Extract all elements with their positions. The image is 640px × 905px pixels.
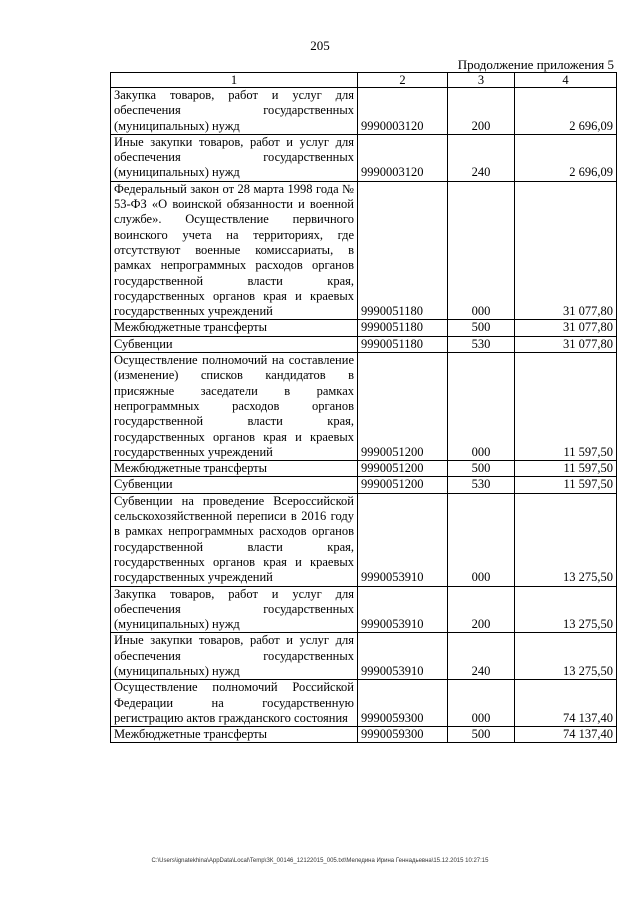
row-name-cell: Межбюджетные трансферты bbox=[111, 727, 358, 743]
row-amount-cell: 13 275,50 bbox=[515, 586, 617, 633]
table-row bbox=[111, 586, 617, 633]
row-amount-cell: 13 275,50 bbox=[515, 493, 617, 586]
row-name-cell: Осуществление полномочий на составление (изменение) списков кандидатов в присяжные заседатели в рамках непрограммных расходов органов государственной власти края, государственных органов края и краевых государственных учреждений bbox=[111, 353, 358, 461]
row-name-cell: Межбюджетные трансферты bbox=[111, 461, 358, 477]
row-code-cell: 9990051200 bbox=[358, 461, 448, 477]
row-amount-cell: 31 077,80 bbox=[515, 181, 617, 320]
row-name-cell: Федеральный закон от 28 марта 1998 года № 53-ФЗ «О воинской обязанности и военной службе». Осуществление первичного воинского учета на территориях, где отсутствуют военные комиссариаты, в рамках непрограммных расходов органов государственной власти края, государственных органов края и краевых государственных учреждений bbox=[111, 181, 358, 320]
table-row bbox=[111, 320, 617, 336]
row-code-cell: 9990053910 bbox=[358, 493, 448, 586]
row-type-cell: 530 bbox=[448, 477, 515, 493]
table-header-row bbox=[111, 73, 617, 88]
row-code-cell: 9990051200 bbox=[358, 353, 448, 461]
row-name-cell: Межбюджетные трансферты bbox=[111, 320, 358, 336]
row-name-cell: Закупка товаров, работ и услуг для обеспечения государственных (муниципальных) нужд bbox=[111, 88, 358, 135]
continuation-label: Продолжение приложения 5 bbox=[457, 57, 614, 72]
row-name-cell: Осуществление полномочий Российской Федерации на государственную регистрацию актов гражданского состояния bbox=[111, 680, 358, 727]
row-name-cell: Субвенции на проведение Всероссийской сельскохозяйственной переписи в 2016 году в рамках непрограммных расходов органов государственной власти края, государственных органов края и краевых государственных учреждений bbox=[111, 493, 358, 586]
row-code-cell: 9990003120 bbox=[358, 134, 448, 181]
row-amount-cell: 13 275,50 bbox=[515, 633, 617, 680]
row-amount-cell: 2 696,09 bbox=[515, 88, 617, 135]
row-code-cell: 9990051180 bbox=[358, 320, 448, 336]
row-code-cell: 9990051180 bbox=[358, 181, 448, 320]
row-name-cell: Иные закупки товаров, работ и услуг для обеспечения государственных (муниципальных) нужд bbox=[111, 633, 358, 680]
table-row bbox=[111, 633, 617, 680]
table-row bbox=[111, 181, 617, 320]
row-code-cell: 9990003120 bbox=[358, 88, 448, 135]
row-amount-cell: 11 597,50 bbox=[515, 353, 617, 461]
row-type-cell: 500 bbox=[448, 461, 515, 477]
page-number: 205 bbox=[310, 38, 330, 53]
table-row bbox=[111, 336, 617, 352]
row-type-cell: 000 bbox=[448, 493, 515, 586]
row-amount-cell: 74 137,40 bbox=[515, 727, 617, 743]
header-col-2: 2 bbox=[358, 73, 448, 88]
table-body bbox=[111, 88, 617, 743]
row-code-cell: 9990059300 bbox=[358, 727, 448, 743]
table-row bbox=[111, 680, 617, 727]
row-type-cell: 000 bbox=[448, 680, 515, 727]
row-code-cell: 9990053910 bbox=[358, 633, 448, 680]
header-col-4: 4 bbox=[515, 73, 617, 88]
file-path-footer: C:\Users\ignatekhina\AppData\Local\Temp\ЗК_00146_12122015_005.txt\Меледина Ирина Геннадьевна\15.12.2015 10:27:15 bbox=[151, 858, 489, 864]
row-type-cell: 240 bbox=[448, 633, 515, 680]
row-type-cell: 200 bbox=[448, 586, 515, 633]
row-code-cell: 9990053910 bbox=[358, 586, 448, 633]
row-amount-cell: 31 077,80 bbox=[515, 320, 617, 336]
row-type-cell: 240 bbox=[448, 134, 515, 181]
budget-table bbox=[110, 72, 617, 743]
table-row bbox=[111, 477, 617, 493]
header-col-3: 3 bbox=[448, 73, 515, 88]
table-row bbox=[111, 88, 617, 135]
row-code-cell: 9990059300 bbox=[358, 680, 448, 727]
table-row bbox=[111, 493, 617, 586]
row-type-cell: 000 bbox=[448, 353, 515, 461]
row-amount-cell: 31 077,80 bbox=[515, 336, 617, 352]
row-amount-cell: 11 597,50 bbox=[515, 477, 617, 493]
row-type-cell: 500 bbox=[448, 727, 515, 743]
header-col-1: 1 bbox=[111, 73, 358, 88]
row-code-cell: 9990051180 bbox=[358, 336, 448, 352]
row-name-cell: Субвенции bbox=[111, 477, 358, 493]
table-row bbox=[111, 461, 617, 477]
row-type-cell: 200 bbox=[448, 88, 515, 135]
table-row bbox=[111, 727, 617, 743]
row-name-cell: Закупка товаров, работ и услуг для обеспечения государственных (муниципальных) нужд bbox=[111, 586, 358, 633]
row-amount-cell: 11 597,50 bbox=[515, 461, 617, 477]
row-amount-cell: 74 137,40 bbox=[515, 680, 617, 727]
table-row bbox=[111, 353, 617, 461]
row-type-cell: 500 bbox=[448, 320, 515, 336]
row-code-cell: 9990051200 bbox=[358, 477, 448, 493]
row-amount-cell: 2 696,09 bbox=[515, 134, 617, 181]
table-row bbox=[111, 134, 617, 181]
row-type-cell: 000 bbox=[448, 181, 515, 320]
row-name-cell: Иные закупки товаров, работ и услуг для обеспечения государственных (муниципальных) нужд bbox=[111, 134, 358, 181]
row-type-cell: 530 bbox=[448, 336, 515, 352]
row-name-cell: Субвенции bbox=[111, 336, 358, 352]
